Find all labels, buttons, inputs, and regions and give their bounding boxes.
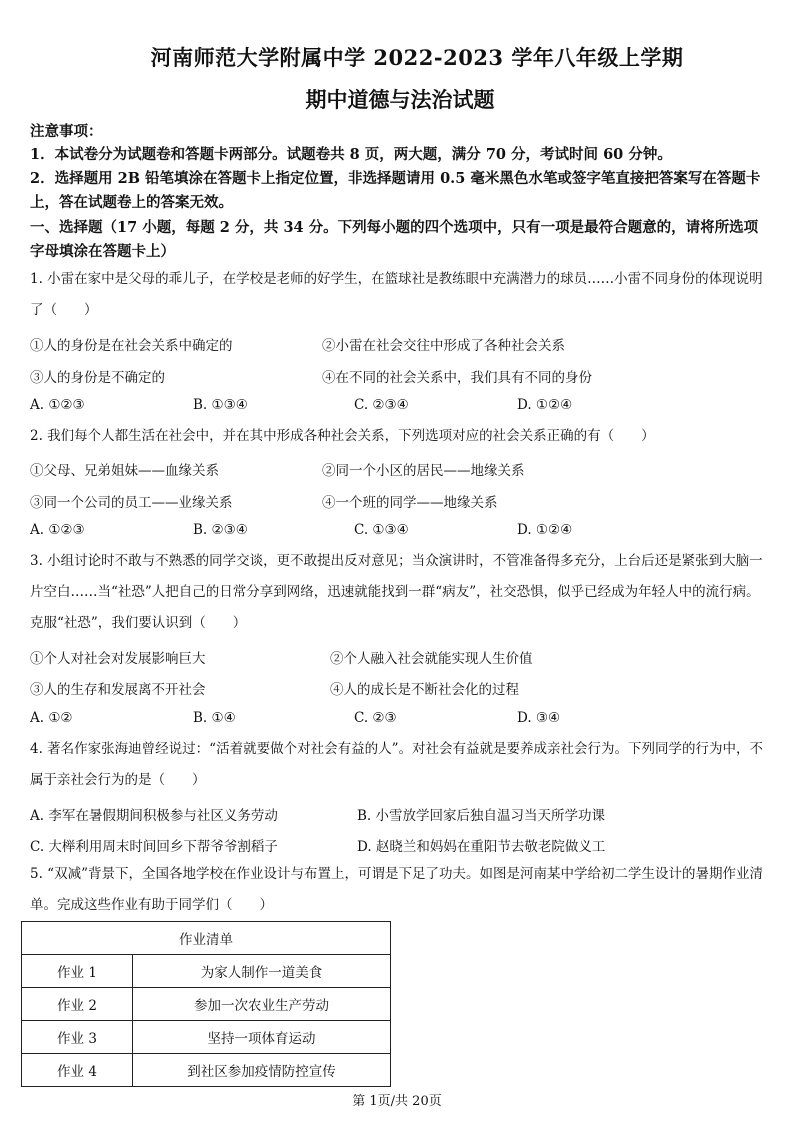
table-title: 作业清单 [22,922,391,955]
question-4-stem: 4. 著名作家张海迪曾经说过：“活着就要做个对社会有益的人”。对社会有益就是要养成亲社会行为。下列同学的行为中，不属于亲社会行为的是（ ） [30,741,763,788]
choice-a: A. ①②③ [30,522,85,538]
homework-task: 到社区参加疫情防控宣传 [133,1054,391,1087]
exam-title-line2: 期中道德与法治试题 [305,87,495,112]
choice-d: D. ①②④ [517,397,573,413]
choice-b: B. ①④ [193,710,236,726]
homework-table [21,921,391,1087]
choice-a: A. ①② [30,710,73,726]
question-3-stem: 3. 小组讨论时不敢与不熟悉的同学交谈，更不敢提出反对意见；当众演讲时，不管准备得多充分，上台后还是紧张到大脑一片空白……当“社恐”人把自己的日常分享到网络，迅速就能找到一群“病友”，社交恐惧，似乎已经成为年轻人中的流行病。克服“社恐”，我们要认识到（ ） [30,553,763,631]
statement: ①父母、兄弟姐妹——血缘关系 [30,463,219,479]
statement: ①人的身份是在社会关系中确定的 [30,338,233,354]
choice-c: C. ②③④ [354,397,409,413]
statement: ②同一个小区的居民——地缘关系 [322,463,525,479]
question-1-stem: 1. 小雷在家中是父母的乖儿子，在学校是老师的好学生，在篮球社是教练眼中充满潜力的球员……小雷不同身份的体现说明了（ ） [30,271,763,318]
question-4-choices-row-2 [30,835,770,859]
statement: ①个人对社会对发展影响巨大 [30,651,206,667]
question-2-statements-row-2 [30,491,770,515]
statement: ③同一个公司的员工——业缘关系 [30,495,233,511]
table-row [22,1021,391,1054]
statement: ③人的生存和发展离不开社会 [30,682,206,698]
question-1-statements-row-1 [30,334,770,358]
homework-name: 作业 2 [22,988,133,1021]
choice-b: B. ①③④ [193,397,248,413]
section-1-heading: 一、选择题（17 小题，每题 2 分，共 34 分。下列每小题的四个选项中，只有一项是最符合题意的，请将所选项字母填涂在答题卡上） [30,219,759,260]
question-3-statements-row-1 [30,647,770,671]
question-2-choices [30,522,770,546]
question-5-stem: 5. “双减”背景下，全国各地学校在作业设计与布置上，可谓是下足了功夫。如图是河南某中学给初二学生设计的暑期作业清单。完成这些作业有助于同学们（ ） [30,866,763,913]
choice-c: C. ②③ [354,710,397,726]
choice-a: A. 李军在暑假期间积极参与社区义务劳动 [30,808,278,824]
statement: ④在不同的社会关系中，我们具有不同的身份 [322,370,592,386]
table-row [22,955,391,988]
notes-item-1: 1．本试卷分为试题卷和答题卡两部分。试题卷共 8 页，两大题，满分 70 分，考试时间 60 分钟。 [30,146,672,163]
choice-c: C. ①③④ [354,522,409,538]
homework-task: 坚持一项体育运动 [133,1021,391,1054]
notes-heading: 注意事项： [30,123,103,140]
homework-name: 作业 1 [22,955,133,988]
question-2-stem: 2. 我们每个人都生活在社会中，并在其中形成各种社会关系，下列选项对应的社会关系正确的有（ ） [30,428,655,444]
question-3-choices [30,710,770,734]
statement: ④一个班的同学——地缘关系 [322,495,498,511]
choice-d: D. ③④ [517,710,561,726]
question-3-statements-row-2 [30,678,770,702]
homework-name: 作业 3 [22,1021,133,1054]
choice-c: C. 大榉利用周末时间回乡下帮爷爷割稻子 [30,839,278,855]
choice-d: D. 赵晓兰和妈妈在重阳节去敬老院做义工 [357,839,606,855]
exam-title-line1: 河南师范大学附属中学 2022-2023 学年八年级上学期 [150,45,684,70]
homework-task: 参加一次农业生产劳动 [133,988,391,1021]
question-1-choices [30,397,770,421]
question-4-choices-row-1 [30,804,770,828]
choice-d: D. ①②④ [517,522,573,538]
table-row [22,1054,391,1087]
page-number: 第 1页/共 20页 [352,1094,442,1109]
statement: ②个人融入社会就能实现人生价值 [330,651,533,667]
question-1-statements-row-2 [30,366,770,390]
statement: ②小雷在社会交往中形成了各种社会关系 [322,338,565,354]
homework-task: 为家人制作一道美食 [133,955,391,988]
choice-b: B. 小雪放学回家后独自温习当天所学功课 [357,808,606,824]
homework-name: 作业 4 [22,1054,133,1087]
choice-b: B. ②③④ [193,522,248,538]
statement: ③人的身份是不确定的 [30,370,165,386]
notes-item-2: 2．选择题用 2B 铅笔填涂在答题卡上指定位置，非选择题请用 0.5 毫米黑色水笔或签字笔直接把答案写在答题卡上，答在试题卷上的答案无效。 [30,170,761,211]
statement: ④人的成长是不断社会化的过程 [330,682,519,698]
choice-a: A. ①②③ [30,397,85,413]
table-header-row [22,922,391,955]
question-2-statements-row-1 [30,459,770,483]
table-row [22,988,391,1021]
